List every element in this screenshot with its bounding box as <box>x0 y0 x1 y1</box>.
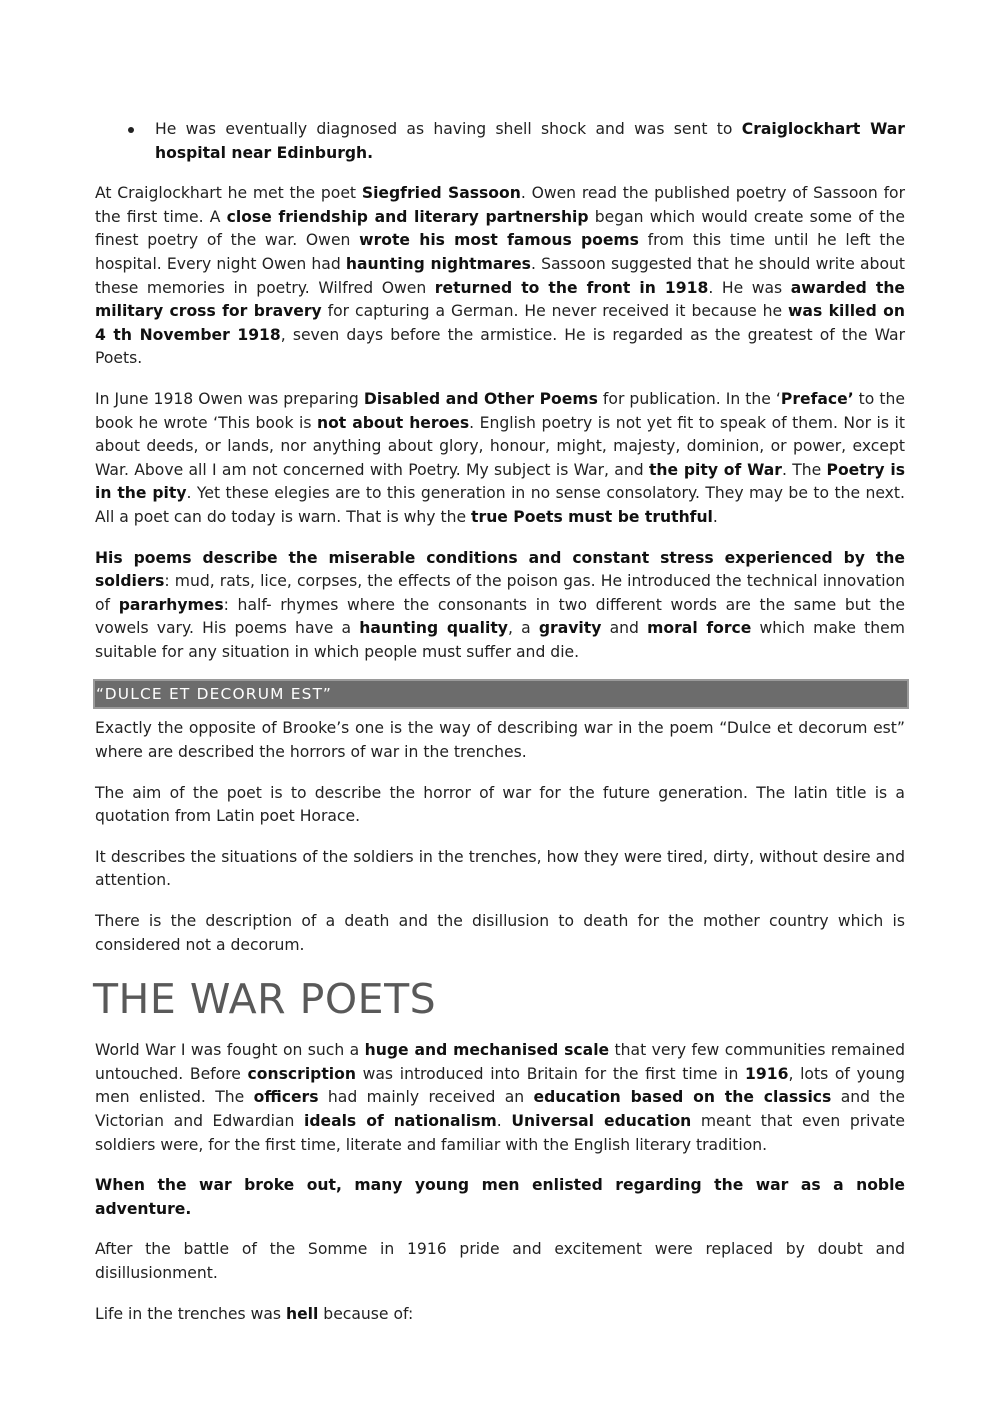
bold-text: gravity <box>538 619 602 638</box>
text: World War I was fought on such a <box>95 1041 365 1060</box>
bullet-dot-icon <box>128 127 134 133</box>
bold-text: true Poets must be truthful <box>471 507 713 526</box>
bold-text: not about heroes <box>316 413 470 432</box>
bold-text: was killed on 4 th November 1918 <box>95 302 905 344</box>
bullet-text: He was eventually diagnosed as having shell shock and was sent to <box>155 120 742 138</box>
text: from this time until he left the hospital. Every night Owen had <box>95 231 905 273</box>
text: was introduced into Britain for the first time in <box>355 1064 746 1083</box>
paragraph-dulce-1: Exactly the opposite of Brooke’s one is the way of describing war in the poem “Dulce et decorum est” where are described the horrors of war in the trenches. <box>95 719 905 762</box>
bold-text: haunting quality <box>359 619 508 638</box>
bold-text: Preface’ <box>780 389 854 408</box>
bold-text: conscription <box>247 1064 356 1083</box>
text: At Craiglockhart he met the poet <box>95 184 362 203</box>
paragraph-poems <box>95 547 905 665</box>
text: and the Victorian and Edwardian <box>95 1088 905 1130</box>
text: and <box>601 619 648 638</box>
bold-text: moral force <box>647 619 752 638</box>
text: Life in the trenches was <box>95 1304 286 1323</box>
text: which make them suitable for any situation in which people must suffer and die. <box>95 619 905 661</box>
bold-text: officers <box>253 1088 319 1107</box>
bold-text: haunting nightmares <box>345 254 531 273</box>
text: began which would create some of the finest poetry of the war. Owen <box>95 207 905 250</box>
paragraph-preface <box>95 388 905 530</box>
text: . <box>712 507 718 526</box>
paragraph-dulce-3: It describes the situations of the soldiers in the trenches, how they were tired, dirty, without desire and attention. <box>95 847 905 890</box>
bold-text: returned to the front in 1918 <box>434 278 709 297</box>
section-heading: “DULCE ET DECORUM EST” <box>93 679 909 709</box>
bold-text: hell <box>285 1304 319 1323</box>
text: . English poetry is not yet fit to speak of them. Nor is it about deeds, or lands, nor anything about glory, honour, might, majesty, dominion, or power, except War. Above all I am not concerned with Poetry. My subject is War, and <box>95 413 905 479</box>
bold-text: education based on the classics <box>533 1088 832 1107</box>
text: . Yet these elegies are to this generation in no sense consolatory. They may be to the next. All a poet can do today is warn. That is why the <box>95 484 905 526</box>
paragraph-world-war <box>95 1039 905 1157</box>
bold-text: 1916 <box>745 1064 789 1083</box>
text: . Owen read the published poetry of Sassoon for the first time. A <box>95 184 906 226</box>
text: that very few communities remained untouched. Before <box>95 1041 905 1083</box>
text: : half- rhymes where the consonants in two different words are the same but the vowels vary. His poems have a <box>95 595 905 638</box>
bold-text: awarded the military cross for bravery <box>95 278 905 321</box>
bold-text: His poems describe the miserable conditions and constant stress experienced by the soldiers <box>95 548 905 591</box>
bold-text: close friendship and literary partnership <box>226 207 589 226</box>
paragraph-trenches <box>95 1303 905 1327</box>
bold-text: wrote his most famous poems <box>359 231 639 250</box>
bold-text: ideals of nationalism <box>303 1112 497 1130</box>
text: . He was <box>708 278 791 297</box>
bold-text: pararhymes <box>118 595 224 614</box>
war-poets-title: THE WAR POETS <box>93 975 437 1024</box>
text: had mainly received an <box>318 1088 534 1107</box>
text: : mud, rats, lice, corpses, the effects of the poison gas. He introduced the technical innovation of <box>95 572 905 614</box>
text: to the book he wrote ‘This book is <box>95 389 905 432</box>
bullet-item <box>95 118 905 165</box>
text: for capturing a German. He never received it because he <box>321 302 789 321</box>
bold-text: huge and mechanised scale <box>364 1041 610 1060</box>
bold-text: Disabled and Other Poems <box>363 389 598 408</box>
text: . Sassoon suggested that he should write about these memories in poetry. Wilfred Owen <box>95 254 905 297</box>
text: , lots of young men enlisted. The <box>95 1064 906 1107</box>
bold-text: the pity of War <box>648 460 782 479</box>
paragraph-craiglockhart <box>95 182 905 371</box>
paragraph-somme: After the battle of the Somme in 1916 pride and excitement were replaced by doubt and disillusionment. <box>95 1240 905 1282</box>
paragraph-dulce-4: There is the description of a death and the disillusion to death for the mother country which is considered not a decorum. <box>95 912 905 954</box>
text: for publication. In the ‘ <box>597 389 781 408</box>
bold-text: Universal education <box>511 1112 692 1130</box>
text: , seven days before the armistice. He is regarded as the greatest of the War Poets. <box>95 325 905 368</box>
text: . <box>496 1112 512 1130</box>
paragraph-noble-adventure <box>95 1174 905 1221</box>
bold-text: When the war broke out, many young men enlisted regarding the war as a noble adventure. <box>95 1176 905 1218</box>
bold-text: Poetry is in the pity <box>95 460 905 503</box>
paragraph-dulce-2: The aim of the poet is to describe the horror of war for the future generation. The latin title is a quotation from Latin poet Horace. <box>95 783 905 826</box>
text: . The <box>781 460 827 479</box>
text: , a <box>507 619 539 638</box>
bullet-bold: Craiglockhart War hospital near Edinburgh. <box>155 120 905 162</box>
text: because of: <box>318 1304 414 1323</box>
text: In June 1918 Owen was preparing <box>95 389 364 408</box>
document-page <box>95 118 905 1343</box>
text: meant that even private soldiers were, for the first time, literate and familiar with the English literary tradition. <box>95 1112 905 1154</box>
bold-text: Siegfried Sassoon <box>361 184 521 203</box>
